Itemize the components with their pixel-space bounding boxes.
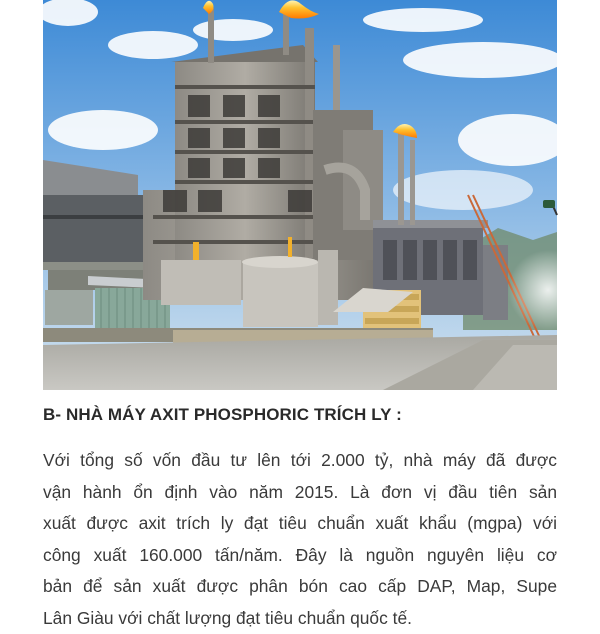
paragraph-line: Lân Giàu với chất lượng đạt tiêu chuẩn quốc tế.: [43, 603, 557, 634]
paragraph-line: vận hành ổn định vào năm 2015. Là đơn vị đầu tiên sản: [43, 477, 557, 509]
paragraph-line: công xuất 160.000 tấn/năm. Đây là nguồn nguyên liệu cơ: [43, 540, 557, 572]
paragraph-line: bản để sản xuất được phân bón cao cấp DAP, Map, Supe: [43, 571, 557, 603]
section-heading: B- NHÀ MÁY AXIT PHOSPHORIC TRÍCH LY :: [43, 405, 557, 425]
article-paragraph: [43, 445, 557, 634]
smoke: [508, 250, 588, 330]
factory-photo: [43, 0, 557, 390]
paragraph-line: xuất được axit trích ly đạt tiêu chuẩn xuất khẩu (mgpa) với: [43, 508, 557, 540]
paragraph-line: Với tổng số vốn đầu tư lên tới 2.000 tỷ, nhà máy đã được: [43, 445, 557, 477]
